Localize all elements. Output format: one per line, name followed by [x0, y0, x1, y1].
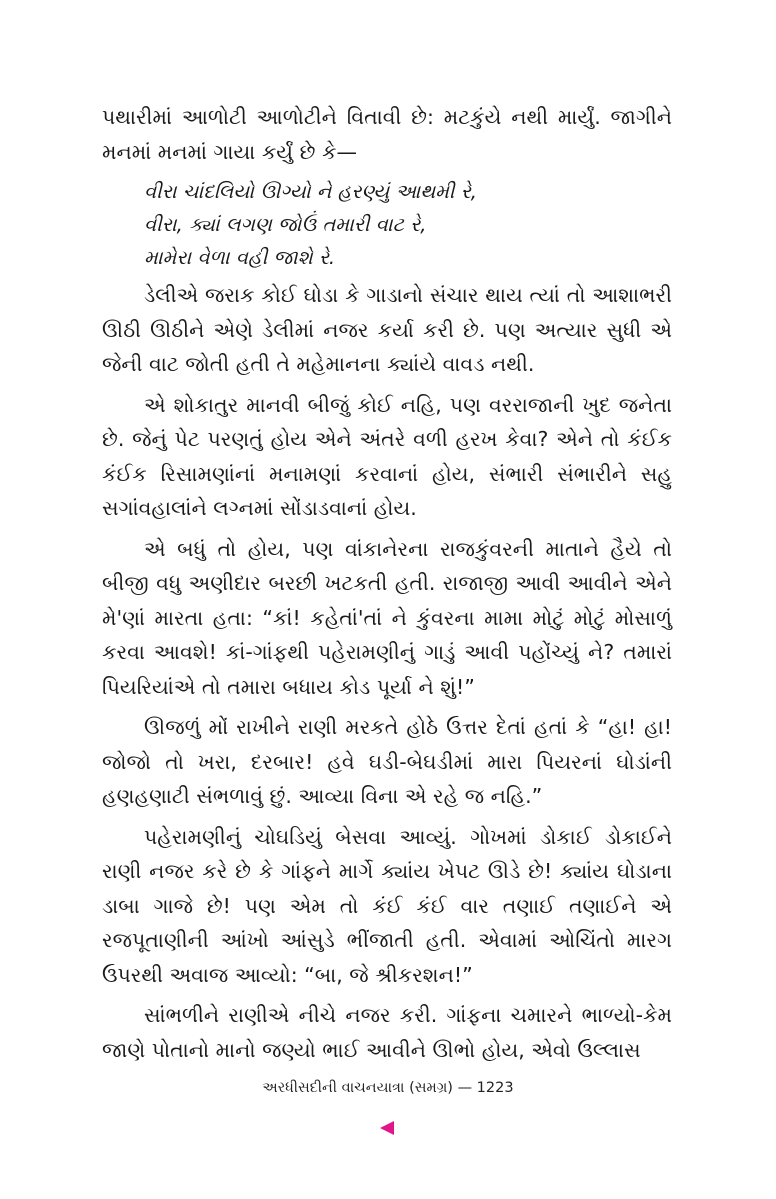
- paragraph-3: એ શોકાતુર માનવી બીજું કોઈ નહિ, પણ વરરાજાની ખુદ જનેતા છે. જેનું પેટ પરણતું હોય એને અંતરે વળી હરખ કેવા? એને તો કંઈક કંઈક રિસામણાંનાં મનામણાં કરવાનાં હોય, સંભારી સંભારીને સહુ સગાંવહાલાંને લગ્નમાં સોંડાડવાનાં હોય.: [102, 392, 672, 520]
- paragraph-2: ડેલીએ જરાક કોઈ ઘોડા કે ગાડાનો સંચાર થાય ત્યાં તો આશાભરી ઊઠી ઊઠીને એણે ડેલીમાં નજર કર્યા કરી છે. પણ અત્યાર સુધી એ જેની વાટ જોતી હતી તે મહેમાનના ક્યાંયે વાવડ નથી.: [102, 283, 672, 376]
- paragraph-6: પહેરામણીનું ચોઘડિયું બેસવા આવ્યું. ગોખમાં ડોકાઈ ડોકાઈને રાણી નજર કરે છે કે ગાંફને માર્ગે ક્યાંય ખેપટ ઊડે છે! ક્યાંય ઘોડાના ડાબા ગાજે છે! પણ એમ તો કંઈ કંઈ વાર તણાઈ તણાઈને એ રજપૂતાણીની આંખો આંસુડે ભીંજાતી હતી. એવામાં ઓચિંતો મારગ ઉપરથી અવાજ આવ્યો: “બા, જે શ્રીકરશન!”: [102, 824, 672, 987]
- paragraph-7: સાંભળીને રાણીએ નીચે નજર કરી. ગાંફના ચમારને ભાળ્યો-કેમ જાણે પોતાનો માનો જણ્યો ભાઈ આવીને ઊભો હોય, એવો ઉલ્લાસ: [102, 1003, 672, 1062]
- poem-line-2: વીરા, ક્યાં લગણ જોઉં તમારી વાટ રે,: [144, 213, 427, 236]
- left-triangle-icon[interactable]: [380, 1121, 394, 1135]
- paragraph-5: ઊજળું મોં રાખીને રાણી મરકતે હોઠે ઉત્તર દેતાં હતાં કે “હા! હા! જોજો તો ખરા, દરબાર! હવે ઘડી-બેઘડીમાં મારા પિયરનાં ઘોડાંની હણહણાટી સંભળાવું છું. આવ્યા વિના એ રહે જ નહિ.”: [102, 715, 672, 808]
- page-body: [102, 100, 672, 1073]
- poem-block: [144, 175, 672, 274]
- paragraph-1: પથારીમાં આળોટી આળોટીને વિતાવી છે: મટકુંયે નથી માર્યું. જાગીને મનમાં મનમાં ગાયા કર્યું છે કે—: [102, 105, 672, 164]
- paragraph-4: એ બધું તો હોય, પણ વાંકાનેરના રાજકુંવરની માતાને હૈયે તો બીજી વધુ અણીદાર બરછી ખટકતી હતી. રાજાજી આવી આવીને એને મે'ણાં મારતા હતા: “કાં! કહેતાં'તાં ને કુંવરના મામા મોટું મોટું મોસાળું કરવા આવશે! કાં-ગાંફથી પહેરામણીનું ગાડું આવી પહોંચ્યું ને? તમારાં પિયરિયાંએ તો તમારા બધાય કોડ પૂર્યા ને શું!”: [102, 536, 672, 699]
- poem-line-3: મામેરા વેળા વહી જાશે રે.: [144, 246, 336, 269]
- poem-line-1: વીરા ચાંદલિયો ઊગ્યો ને હરણ્યું આથમી રે,: [144, 180, 477, 203]
- page-footer: અરધીસદીની વાચનયાત્રા (સમગ્ર) — 1223: [262, 1080, 514, 1096]
